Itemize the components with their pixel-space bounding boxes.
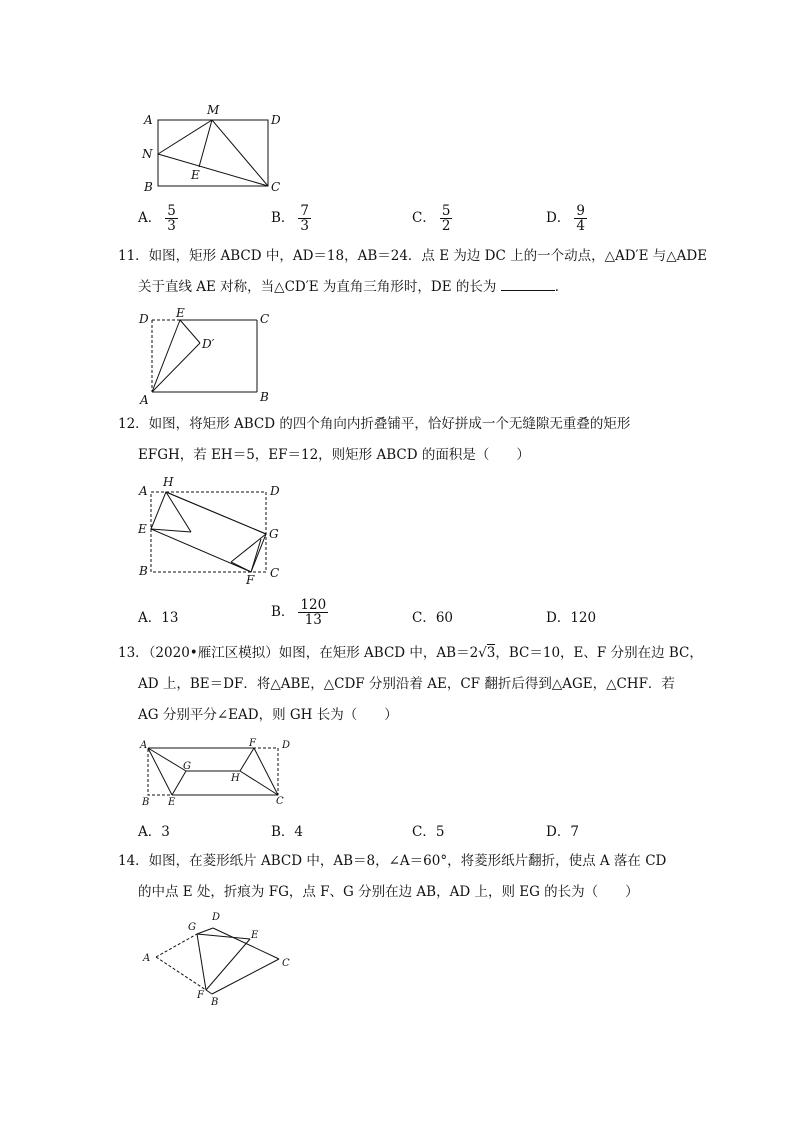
q13-label-b: B xyxy=(142,797,150,808)
q14-text xyxy=(118,846,666,908)
q10-option-b: B． $\frac{7}{3}$ xyxy=(271,203,310,234)
q11-label-a: A xyxy=(140,393,149,407)
q12-label-f: F xyxy=(246,573,255,586)
q11-text xyxy=(118,241,707,303)
q13-label-g: G xyxy=(183,761,191,772)
q10-figure xyxy=(136,100,296,200)
q14-label-d: D xyxy=(212,912,221,923)
q13-option-d: D．7 xyxy=(546,824,579,840)
q10-label-n: N xyxy=(142,147,153,161)
q13-option-a: A．3 xyxy=(138,824,170,840)
q12-label-g: G xyxy=(269,527,279,541)
q12-label-e: E xyxy=(138,522,147,536)
q12-label-a: A xyxy=(139,484,148,498)
q14-line2: 的中点 E 处，折痕为 FG，点 F、G 分别在边 AB，AD 上，则 EG 的长为（ ） xyxy=(138,884,639,900)
q12-option-a: A．13 xyxy=(138,610,179,626)
q10-option-c: C． $\frac{5}{2}$ xyxy=(412,203,451,234)
q13-line3: AG 分别平分∠EAD，则 GH 长为（ ） xyxy=(138,707,398,723)
q11-label-e: E xyxy=(176,306,185,320)
q11-label-b: B xyxy=(260,390,269,404)
q11-line1: 11．如图，矩形 ABCD 中，AD＝18，AB＝24．点 E 为边 DC 上的一个动点，△AD′E 与△ADE xyxy=(118,248,708,264)
q11-label-c: C xyxy=(260,312,270,326)
q14-figure xyxy=(136,906,306,1010)
q10-label-a: A xyxy=(144,113,153,127)
q13-line1: 13．（2020•雁江区模拟）如图，在矩形 ABCD 中，AB＝2√3，BC＝10，E、F 分别在边 BC， xyxy=(118,645,703,661)
q13-text xyxy=(118,638,703,731)
q12-option-c: C．60 xyxy=(412,610,454,626)
q12-option-b: B． $\frac{120}{13}$ xyxy=(271,597,327,628)
q13-line2: AD 上，BE＝DF．将△ABE，△CDF 分别沿着 AE，CF 翻折后得到△AGE，△CHF．若 xyxy=(138,676,675,692)
q13-label-d: D xyxy=(282,740,291,751)
q14-label-f: F xyxy=(197,990,204,1001)
q13-label-c: C xyxy=(276,796,284,807)
q14-label-g: G xyxy=(188,922,196,933)
sqrt-symbol: √ xyxy=(478,645,487,661)
q13-label-e: E xyxy=(168,797,176,808)
q14-label-b: B xyxy=(211,997,219,1008)
q11-figure xyxy=(136,306,286,408)
q13-option-c: C．5 xyxy=(412,824,445,840)
q12-label-c: C xyxy=(270,566,280,580)
q12-line2: EFGH，若 EH＝5，EF＝12，则矩形 ABCD 的面积是（ ） xyxy=(138,447,530,463)
q11-line2: 关于直线 AE 对称，当△CD′E 为直角三角形时，DE 的长为 ． xyxy=(118,272,707,303)
q12-text xyxy=(118,409,630,471)
q14-label-a: A xyxy=(143,953,151,964)
q14-label-e: E xyxy=(251,930,259,941)
q14-label-c: C xyxy=(282,958,290,969)
q10-option-a: A． $\frac{5}{3}$ xyxy=(138,203,176,234)
q11-answer-blank xyxy=(501,276,555,291)
q13-label-a: A xyxy=(140,740,148,751)
q11-label-d: D xyxy=(139,312,149,326)
q12-label-h: H xyxy=(163,475,174,489)
q14-line1: 14．如图，在菱形纸片 ABCD 中，AB＝8，∠A＝60°，将菱形纸片翻折，使点 A 落在 CD xyxy=(118,853,667,869)
q10-label-c: C xyxy=(271,180,281,194)
q10-option-d: D． $\frac{9}{4}$ xyxy=(546,203,585,234)
q12-option-d: D．120 xyxy=(546,610,597,626)
q13-label-f: F xyxy=(249,738,256,749)
q12-label-d: D xyxy=(270,484,280,498)
q13-option-b: B．4 xyxy=(271,824,304,840)
q10-label-m: M xyxy=(207,103,220,117)
q13-label-h: H xyxy=(231,773,240,784)
q13-figure xyxy=(136,736,296,810)
q10-label-d: D xyxy=(271,113,281,127)
q12-line1: 12．如图，将矩形 ABCD 的四个角向内折叠铺平，恰好拼成一个无缝隙无重叠的矩形 xyxy=(118,416,631,432)
q10-label-e: E xyxy=(191,168,200,182)
q11-label-dprime: D′ xyxy=(202,337,215,351)
q12-figure xyxy=(136,474,286,586)
q12-label-b: B xyxy=(139,564,148,578)
q10-label-b: B xyxy=(144,180,153,194)
